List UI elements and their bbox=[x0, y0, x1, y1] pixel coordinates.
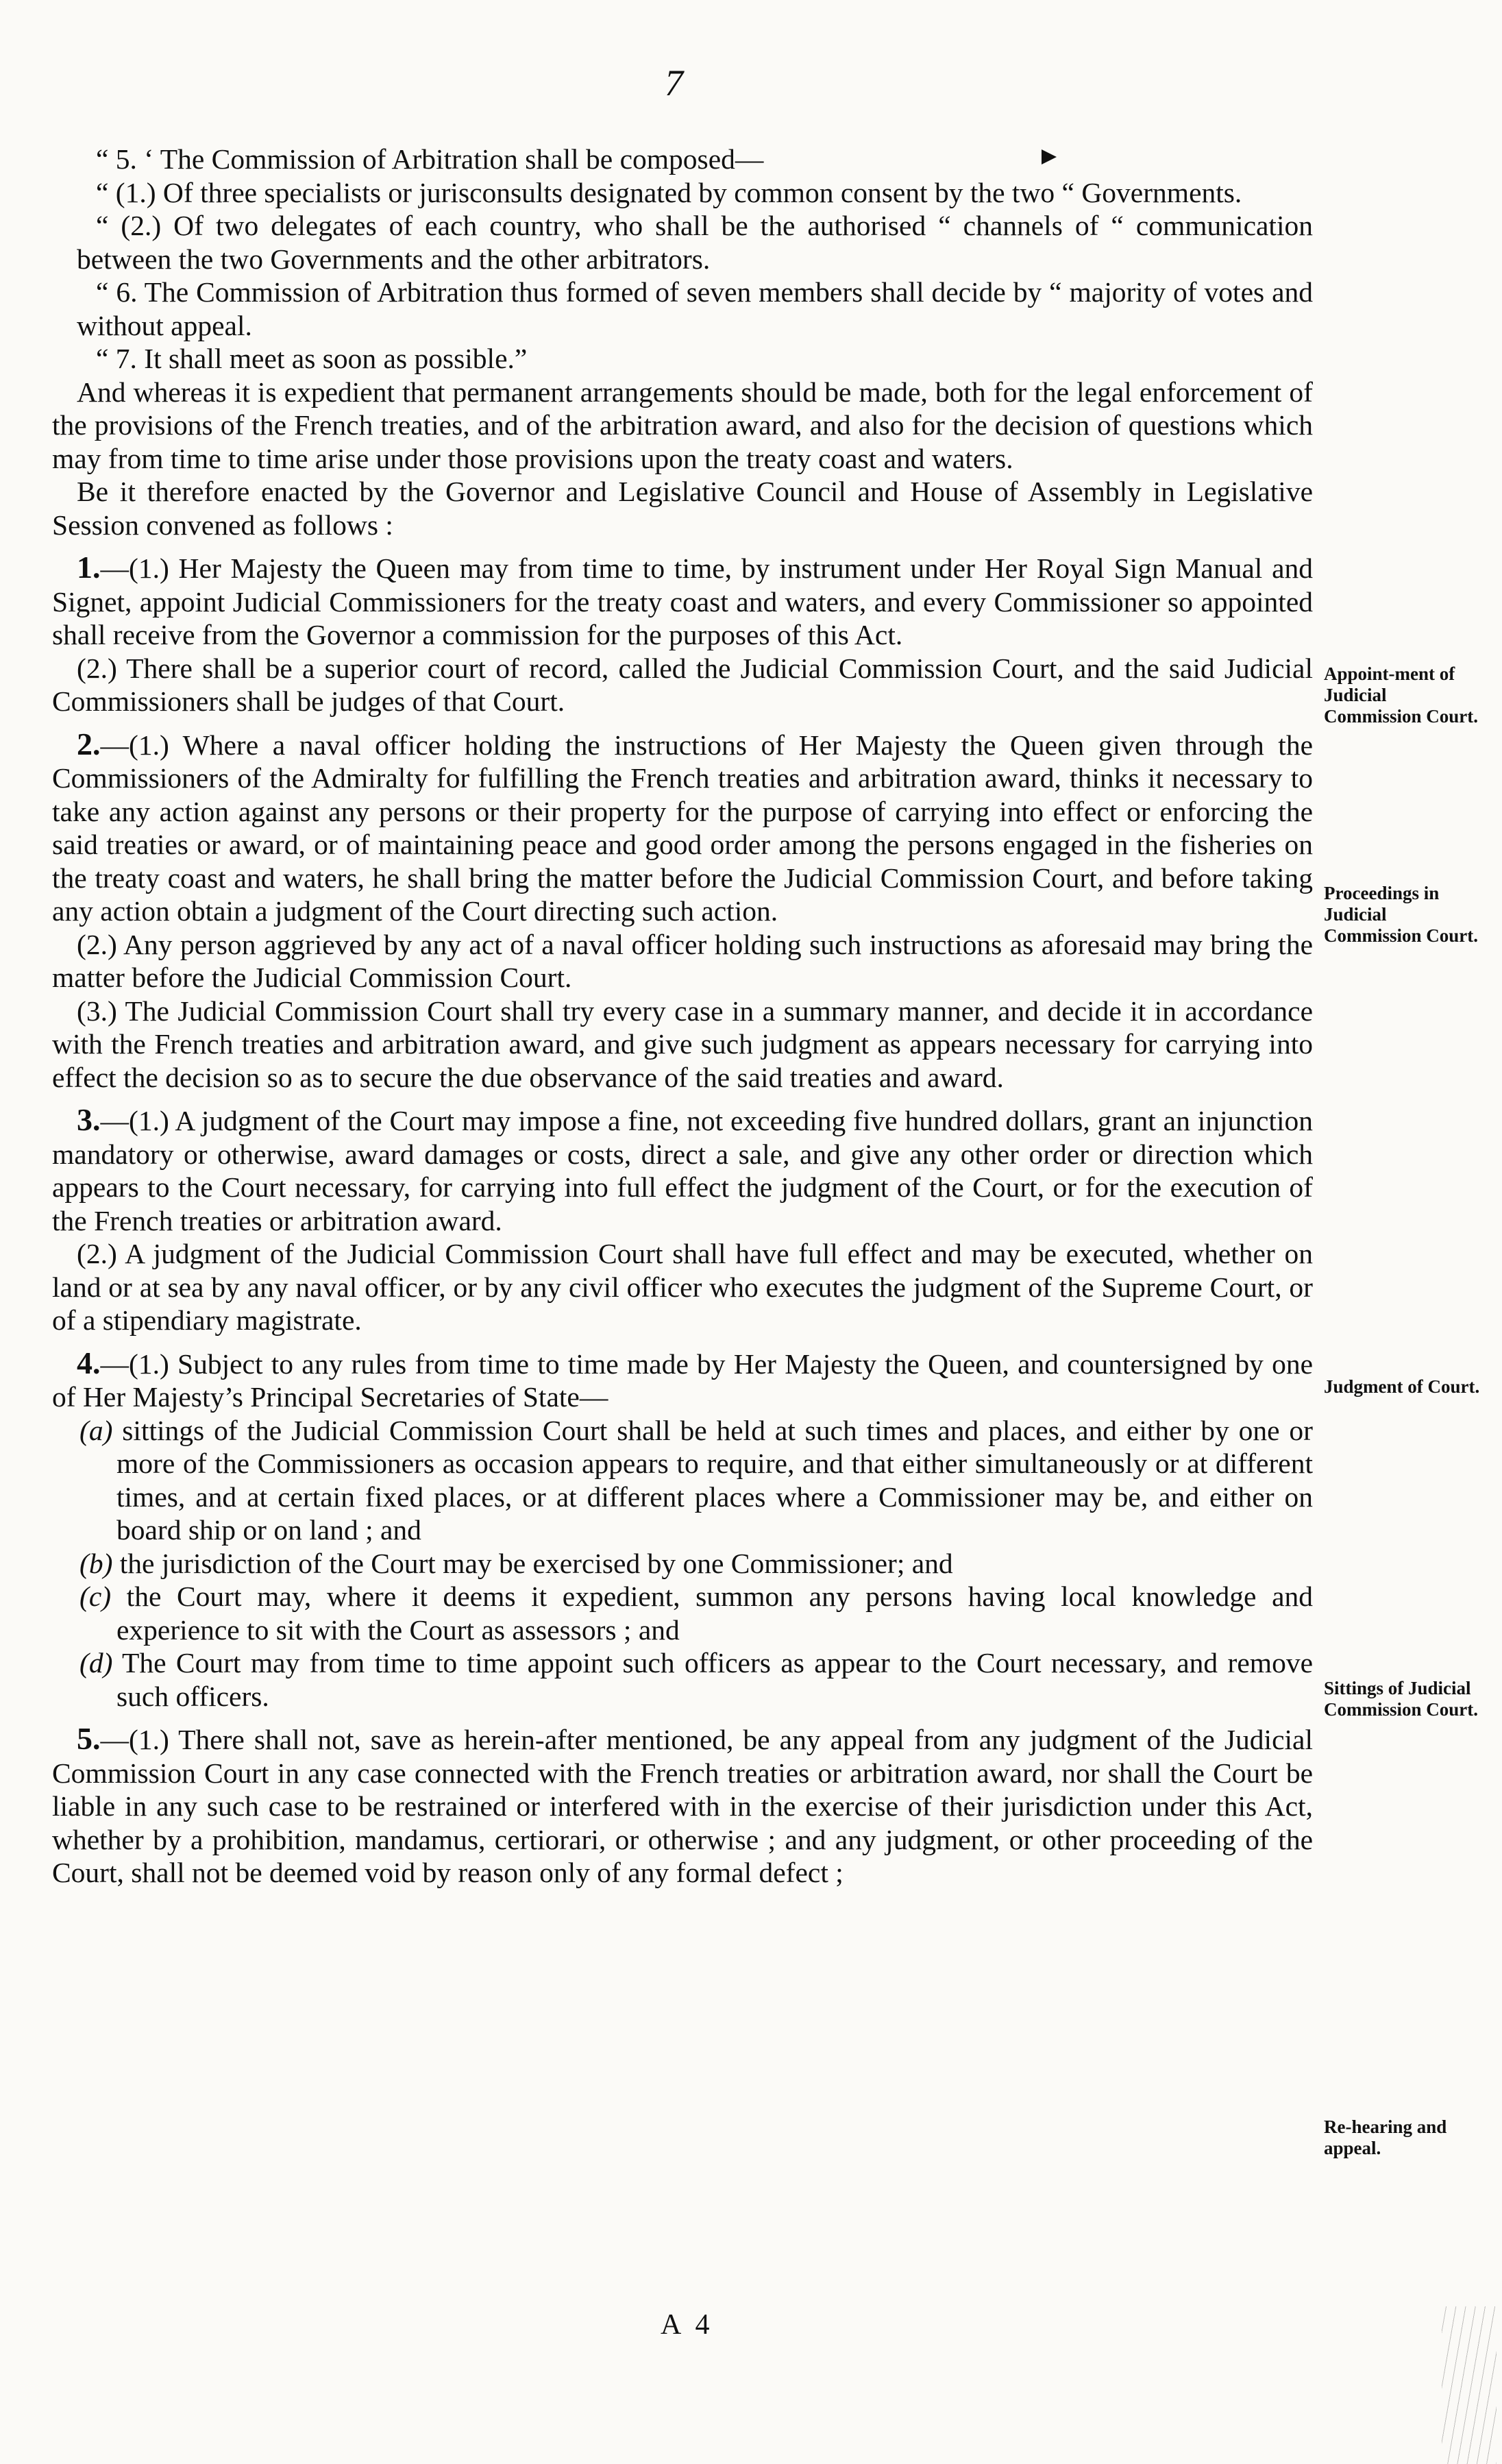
signature-mark: A 4 bbox=[661, 2309, 714, 2341]
quote-line: “ 7. It shall meet as soon as possible.” bbox=[96, 343, 528, 374]
section-3-subsection-2: (2.) A judgment of the Judicial Commission Court shall have full effect and may be executed, whether on land or at sea by any naval officer, or by any civil officer who executes the judgment of the Supreme Court, or of a stipendiary magistrate. bbox=[52, 1238, 1313, 1336]
section-1: 1.—(1.) Her Majesty the Queen may from time to time, by instrument under Her Royal Sign Manual and Signet, appoint Judicial Commissioners for the treaty coast and waters, and every Commissioner so appointed shall receive from the Governor a commission for the purposes of this Act. bbox=[52, 550, 1313, 650]
quote-line: “ (1.) Of three specialists or jurisconsults designated by common consent by the two “ Governments. bbox=[96, 176, 1242, 208]
quote-line: “ (2.) Of two delegates of each country, who shall be the authorised “ channels of “ communication between the two Governments and the other arbitrators. bbox=[77, 210, 1313, 275]
section-3: 3.—(1.) A judgment of the Court may impose a fine, not exceeding five hundred dollars, grant an injunction mandatory or otherwise, award damages or costs, direct a sale, and give any other order or direction which appears to the Court necessary, for carrying into full effect the judgment of the Court, or for the execution of the French treaties or arbitration award. bbox=[52, 1102, 1313, 1236]
section-number: 4. bbox=[77, 1345, 101, 1380]
margin-note-appointment: Appoint-ment of Judicial Commission Court. bbox=[1324, 663, 1479, 727]
section-number: 3. bbox=[77, 1102, 101, 1137]
section-1-subsection-2: (2.) There shall be a superior court of record, called the Judicial Commission Court, and the said Judicial Commissioners shall be judges of that Court. bbox=[52, 652, 1313, 717]
margin-note-proceedings: Proceedings in Judicial Commission Court. bbox=[1324, 883, 1479, 946]
clause-d: (d) The Court may from time to time appoint such officers as appear to the Court necessary, and remove such officers. bbox=[79, 1647, 1313, 1712]
section-number: 5. bbox=[77, 1721, 101, 1756]
enacting-clause: Be it therefore enacted by the Governor and Legislative Council and House of Assembly in Legislative Session convened as follows : bbox=[52, 476, 1313, 541]
page-number: 7 bbox=[665, 62, 683, 103]
section-2-subsection-3: (3.) The Judicial Commission Court shall try every case in a summary manner, and decide it in accordance with the French treaties and arbitration award, and give such judgment as appears necessary for carrying into effect the decision so as to secure the due observance of the said treaties and award. bbox=[52, 995, 1313, 1093]
section-2: 2.—(1.) Where a naval officer holding the instructions of Her Majesty the Queen given through the Commissioners of the Admiralty for fulfilling the French treaties and arbitration award, thinks it necessary to take any action against any persons or their property for the purpose of carrying into effect or enforcing the said treaties or award, or of maintaining peace and good order among the persons engaged in the fisheries on the treaty coast and waters, he shall bring the matter before the Judicial Commission Court, and before taking any action obtain a judgment of the Court directing such action. bbox=[52, 726, 1313, 927]
section-number: 2. bbox=[77, 726, 101, 761]
paper-edge-wear bbox=[1442, 2306, 1497, 2464]
section-5: 5.—(1.) There shall not, save as herein-after mentioned, be any appeal from any judgment of the Judicial Commission Court in any case connected with the French treaties or arbitration award, nor shall the Court be liable in any such case to be restrained or interfered with in the exercise of their jurisdiction under this Act, whether by a prohibition, mandamus, certiorari, or otherwise ; and any judgment, or other proceeding of the Court, shall not be deemed void by reason only of any formal defect ; bbox=[52, 1721, 1313, 1888]
quote-line: “ 6. The Commission of Arbitration thus formed of seven members shall decide by “ majority of votes and without appeal. bbox=[77, 276, 1313, 341]
clause-b: (b) the jurisdiction of the Court may be exercised by one Commissioner; and bbox=[79, 1547, 953, 1579]
quote-line: “ 5. ‘ The Commission of Arbitration shall be composed— bbox=[96, 143, 764, 175]
clause-c: (c) the Court may, where it deems it expedient, summon any persons having local knowledge and experience to sit with the Court as assessors ; and bbox=[79, 1581, 1313, 1646]
preamble-paragraph: And whereas it is expedient that permanent arrangements should be made, both for the legal enforcement of the provisions of the French treaties, and of the arbitration award, and also for the decision of questions which may from time to time arise under those provisions upon the treaty coast and waters. bbox=[52, 376, 1313, 474]
body-text bbox=[52, 143, 1313, 1890]
margin-note-sittings: Sittings of Judicial Commission Court. bbox=[1324, 1678, 1479, 1720]
margin-note-judgment: Judgment of Court. bbox=[1324, 1376, 1480, 1397]
clause-a: (a) sittings of the Judicial Commission Court shall be held at such times and places, and either by one or more of the Commissioners as occasion appears to require, and that either simultaneously or at different times, and at certain fixed places, or at different places where a Commissioner may be, and either on board ship or on land ; and bbox=[79, 1414, 1314, 1546]
section-4: 4.—(1.) Subject to any rules from time to time made by Her Majesty the Queen, and countersigned by one of Her Majesty’s Principal Secretaries of State— bbox=[52, 1345, 1313, 1413]
section-2-subsection-2: (2.) Any person aggrieved by any act of a naval officer holding such instructions as aforesaid may bring the matter before the Judicial Commission Court. bbox=[52, 928, 1313, 993]
margin-note-rehearing: Re-hearing and appeal. bbox=[1324, 2117, 1447, 2158]
section-number: 1. bbox=[77, 550, 101, 585]
